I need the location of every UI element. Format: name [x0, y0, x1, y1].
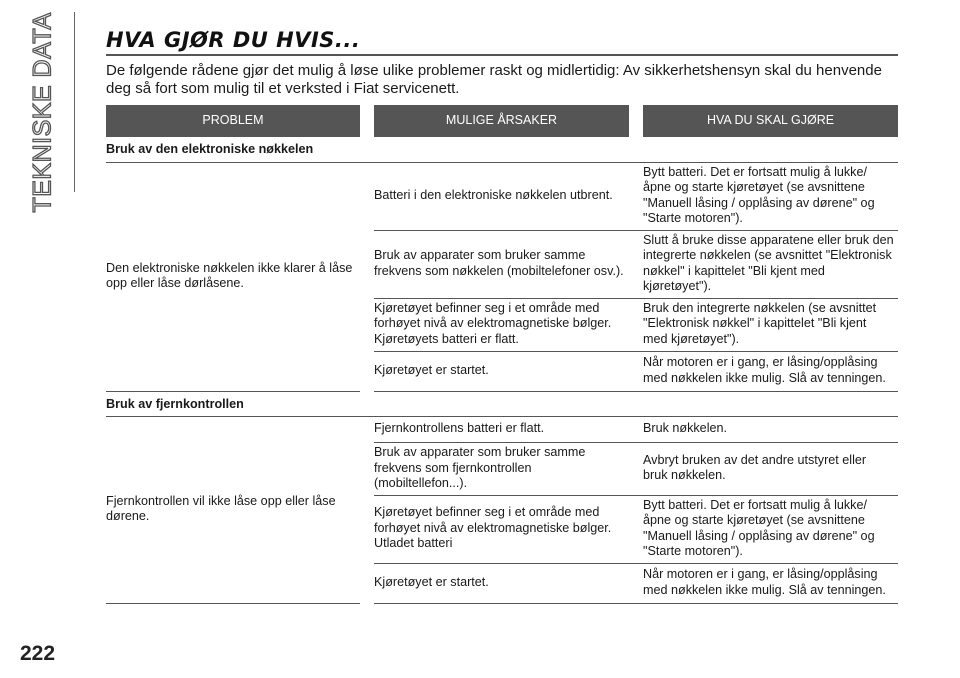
header-causes: MULIGE ÅRSAKER [374, 105, 629, 137]
cause-cell: Kjøretøyet er startet. [374, 563, 629, 603]
action-cell: Slutt å bruke disse apparatene eller bruk den integrerte nøkkelen (se avsnittet "Elektronisk nøkkel" i kapittelet "Bli kjent med kjøretøyet"). [643, 230, 898, 298]
action-cell: Når motoren er i gang, er låsing/opplåsing med nøkkelen ikke mulig. Slå av tenningen. [643, 563, 898, 603]
troubleshooting-table [106, 105, 898, 604]
group-heading-row [106, 137, 898, 162]
page-title: HVA GJØR DU HVIS... [106, 28, 898, 56]
table-row [106, 162, 898, 230]
header-problem: PROBLEM [106, 105, 360, 137]
group-heading-row [106, 391, 898, 417]
header-gap [629, 105, 643, 137]
action-cell: Bruk nøkkelen. [643, 417, 898, 443]
side-divider [74, 12, 75, 192]
cause-cell: Kjøretøyet befinner seg i et område med forhøyet nivå av elektromagnetiske bølger. Kjøretøyets batteri er flatt. [374, 298, 629, 351]
cause-cell: Kjøretøyet er startet. [374, 351, 629, 391]
group-title-electronic-key: Bruk av den elektroniske nøkkelen [106, 137, 898, 162]
action-cell: Bruk den integrerte nøkkelen (se avsnittet "Elektronisk nøkkel" i kapittelet "Bli kjent med kjøretøyet"). [643, 298, 898, 351]
cause-cell: Fjernkontrollens batteri er flatt. [374, 417, 629, 443]
group-title-remote-control: Bruk av fjernkontrollen [106, 391, 898, 417]
action-cell: Når motoren er i gang, er låsing/opplåsing med nøkkelen ikke mulig. Slå av tenningen. [643, 351, 898, 391]
problem-cell: Den elektroniske nøkkelen ikke klarer å låse opp eller låse dørlåsene. [106, 162, 360, 391]
cause-cell: Kjøretøyet befinner seg i et område med forhøyet nivå av elektromagnetiske bølger. Utladet batteri [374, 495, 629, 563]
side-section-label-text: TEKNISKE DATA [28, 11, 57, 213]
cause-cell: Batteri i den elektroniske nøkkelen utbrent. [374, 162, 629, 230]
intro-paragraph: De følgende rådene gjør det mulig å løse ulike problemer raskt og midlertidig: Av sikkerhetshensyn skal du henvende deg så fort som mulig til et verksted i Fiat servicenett. [106, 62, 882, 97]
header-gap [360, 105, 374, 137]
table-row [106, 417, 898, 443]
page-number: 222 [20, 642, 56, 665]
header-action: HVA DU SKAL GJØRE [643, 105, 898, 137]
action-cell: Bytt batteri. Det er fortsatt mulig å lukke/åpne og starte kjøretøyet (se avsnittene "Manuell låsing / opplåsing av dørene" og "Starte motoren"). [643, 162, 898, 230]
action-cell: Bytt batteri. Det er fortsatt mulig å lukke/åpne og starte kjøretøyet (se avsnittene "Manuell låsing / opplåsing av dørene" og "Starte motoren"). [643, 495, 898, 563]
side-section-label [22, 11, 64, 213]
problem-cell: Fjernkontrollen vil ikke låse opp eller låse dørene. [106, 417, 360, 604]
cause-cell: Bruk av apparater som bruker samme frekvens som nøkkelen (mobiltelefoner osv.). [374, 230, 629, 298]
page-content [106, 28, 898, 597]
action-cell: Avbryt bruken av det andre utstyret eller bruk nøkkelen. [643, 443, 898, 496]
table-header-row [106, 105, 898, 137]
cause-cell: Bruk av apparater som bruker samme frekvens som fjernkontrollen (mobiltellefon...). [374, 443, 629, 496]
